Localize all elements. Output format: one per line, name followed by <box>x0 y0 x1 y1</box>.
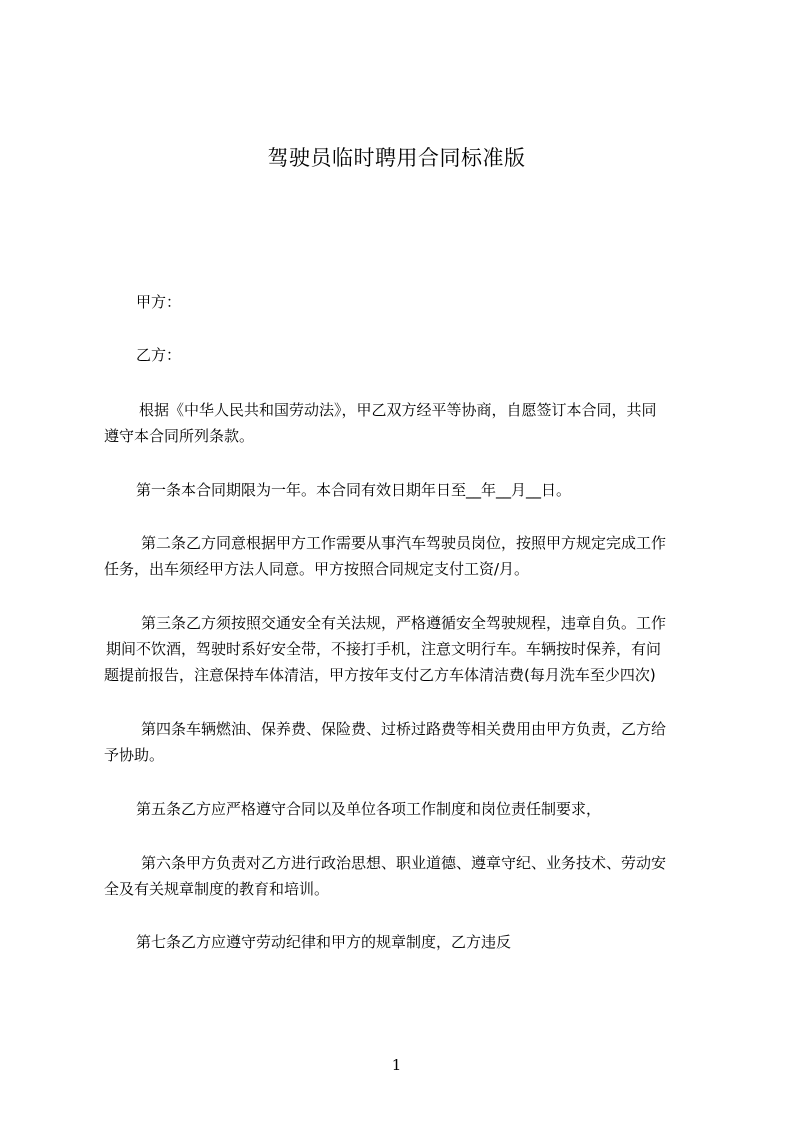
party-b-line: 乙方： <box>136 346 182 364</box>
article-3-line-1: 第三条乙方须按照交通安全有关法规，严格遵循安全驾驶规程，违章自负。工作 <box>141 614 667 632</box>
article-1-line-1: 第一条本合同期限为一年。本合同有效日期年日至__年__月__日。 <box>136 481 572 499</box>
intro-line-2: 遵守本合同所列条款。 <box>104 427 255 445</box>
article-2-line-2: 任务，出车须经甲方法人同意。甲方按照合同规定支付工资/月。 <box>104 560 530 578</box>
article-5-line-1: 第五条乙方应严格遵守合同以及单位各项工作制度和岗位责任制要求， <box>136 800 602 818</box>
page-number: 1 <box>391 1056 402 1074</box>
article-7-line-1: 第七条乙方应遵守劳动纪律和甲方的规章制度，乙方违反 <box>136 933 512 951</box>
article-3-line-3: 题提前报告，注意保持车体清洁，甲方按年支付乙方车体清洁费(每月洗车至少四次) <box>104 666 656 684</box>
article-3-line-2: 期间不饮酒，驾驶时系好安全带，不接打手机，注意文明行车。车辆按时保养，有问 <box>106 640 662 658</box>
article-4-line-1: 第四条车辆燃油、保养费、保险费、过桥过路费等相关费用由甲方负责，乙方给 <box>141 720 667 738</box>
document-title: 驾驶员临时聘用合同标准版 <box>267 146 526 170</box>
article-6-line-2: 全及有关规章制度的教育和培训。 <box>104 880 330 898</box>
article-2-line-1: 第二条乙方同意根据甲方工作需要从事汽车驾驶员岗位，按照甲方规定完成工作 <box>141 534 667 552</box>
party-a-line: 甲方： <box>136 293 182 311</box>
intro-line-1: 根据《中华人民共和国劳动法》，甲乙双方经平等协商，自愿签订本合同，共同 <box>139 401 657 419</box>
article-4-line-2: 予协助。 <box>104 746 165 764</box>
article-6-line-1: 第六条甲方负责对乙方进行政治思想、职业道德、遵章守纪、业务技术、劳动安 <box>141 854 667 872</box>
